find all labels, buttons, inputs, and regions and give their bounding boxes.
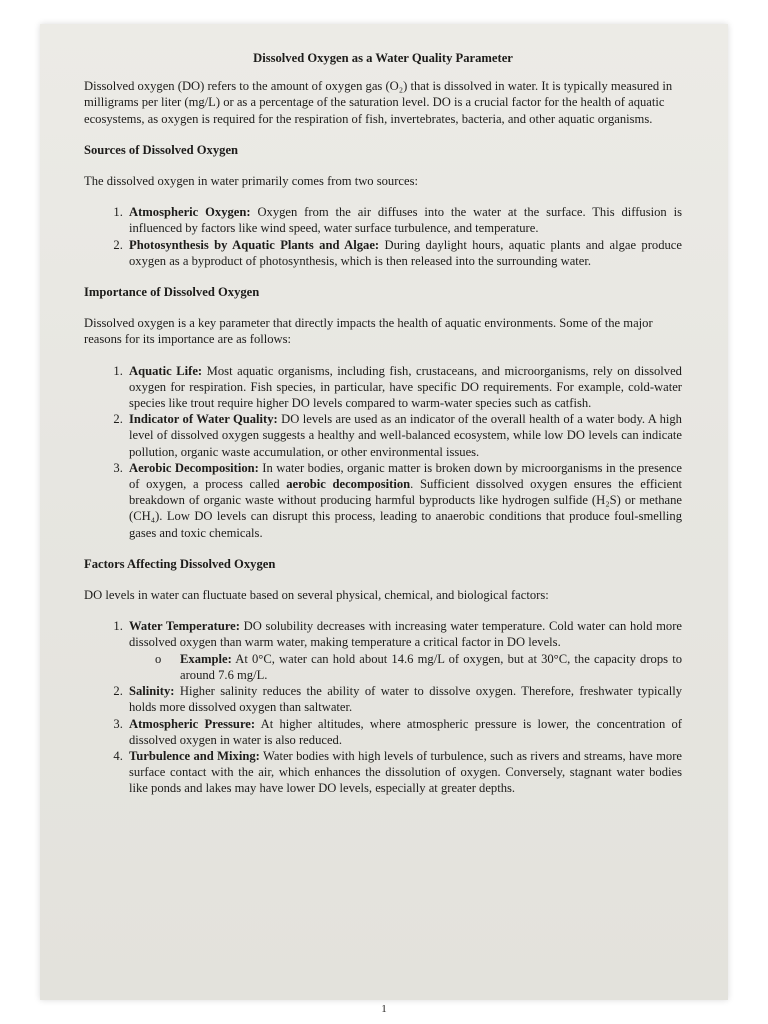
inline-bold-term: aerobic decomposition: [286, 477, 411, 492]
sources-list: [84, 204, 682, 269]
list-item: [126, 748, 682, 797]
list-item-term: Photosynthesis by Aquatic Plants and Algae:: [129, 237, 380, 252]
list-item-term: Atmospheric Pressure:: [129, 716, 256, 731]
factors-list: [84, 618, 682, 796]
paper-sheet: [40, 24, 728, 1000]
list-item-text: Higher salinity reduces the ability of water to dissolve oxygen. Therefore, freshwater typically holds more dissolved oxygen than saltwater.: [129, 684, 682, 715]
list-item-text: . Sufficient dissolved oxygen ensures the efficient breakdown of organic waste without producing harmful byproducts like hydrogen sulfide (H₂S) or methane (CH₄). Low DO levels can disrupt this process, leading to anaerobic conditions that produce foul-smelling gases and toxic chemicals.: [129, 477, 682, 540]
sub-list: [129, 651, 682, 683]
list-item-term: Aquatic Life:: [129, 363, 203, 378]
list-item-term: Salinity:: [129, 684, 175, 699]
list-item-text: At higher altitudes, where atmospheric pressure is lower, the concentration of dissolved oxygen in water is also reduced.: [129, 716, 682, 747]
document-title: Dissolved Oxygen as a Water Quality Parameter: [253, 51, 513, 65]
page-number: 1: [381, 1003, 387, 1015]
list-item: [126, 618, 682, 683]
list-item: [126, 411, 682, 460]
list-item-text: DO levels are used as an indicator of the overall health of a water body. A high level of dissolved oxygen suggests a healthy and well-balanced ecosystem, while low DO levels can indicate pollution, organic waste accumulation, or other environmental issues.: [129, 412, 682, 459]
list-item-text: During daylight hours, aquatic plants and algae produce oxygen as a byproduct of photosynthesis, which is then released into the surrounding water.: [129, 237, 682, 268]
list-item: [126, 683, 682, 715]
sub-list-item: [155, 651, 682, 683]
list-item-term: Turbulence and Mixing:: [129, 748, 260, 763]
section-heading-factors: Factors Affecting Dissolved Oxygen: [84, 556, 276, 571]
sources-lead: The dissolved oxygen in water primarily comes from two sources:: [84, 174, 419, 189]
list-item: [126, 363, 682, 412]
list-item-term: Aerobic Decomposition:: [129, 460, 259, 475]
importance-lead: Dissolved oxygen is a key parameter that directly impacts the health of aquatic environments. Some of the major reasons for its importance are as follows:: [84, 316, 653, 347]
list-item-text: Water bodies with high levels of turbulence, such as rivers and streams, have more surface contact with the air, which enhances the dissolution of oxygen. Conversely, stagnant water bodies like ponds and lakes may have lower DO levels, especially at greater depths.: [129, 748, 683, 796]
document-body: [84, 50, 682, 797]
list-item: [126, 460, 682, 541]
factors-lead: DO levels in water can fluctuate based on several physical, chemical, and biological factors:: [84, 588, 549, 603]
list-item-text: In water bodies, organic matter is broken down by microorganisms in the presence of oxygen, a process called: [129, 460, 682, 492]
list-item-text: Oxygen from the air diffuses into the water at the surface. This diffusion is influenced by factors like wind speed, water surface turbulence, and temperature.: [129, 205, 682, 236]
circle-bullet-icon: o: [155, 651, 162, 666]
list-item-text: DO solubility decreases with increasing water temperature. Cold water can hold more dissolved oxygen than warm water, making temperature a critical factor in DO levels.: [129, 619, 682, 650]
list-item-text: Most aquatic organisms, including fish, crustaceans, and microorganisms, rely on dissolved oxygen for respiration. Fish species, in particular, have specific DO requirements. For example, cold-water species like trout require higher DO levels compared to warm-water species such as catfish.: [129, 363, 682, 411]
list-item-term: Indicator of Water Quality:: [129, 412, 278, 427]
importance-list: [84, 363, 682, 541]
sub-item-term: Example:: [180, 651, 232, 666]
list-item: [126, 716, 682, 748]
list-item: [126, 237, 682, 269]
list-item-term: Atmospheric Oxygen:: [129, 205, 251, 220]
sub-item-text: At 0°C, water can hold about 14.6 mg/L of oxygen, but at 30°C, the capacity drops to around 7.6 mg/L.: [180, 651, 682, 682]
intro-paragraph: Dissolved oxygen (DO) refers to the amount of oxygen gas (O₂) that is dissolved in water. It is typically measured in milligrams per liter (mg/L) or as a percentage of the saturation level. DO is a crucial factor for the health of aquatic ecosystems, as oxygen is required for the respiration of fish, invertebrates, bacteria, and other aquatic organisms.: [84, 79, 673, 126]
list-item-term: Water Temperature:: [129, 619, 240, 634]
section-heading-importance: Importance of Dissolved Oxygen: [84, 285, 260, 300]
section-heading-sources: Sources of Dissolved Oxygen: [84, 142, 239, 157]
list-item: [126, 204, 682, 236]
